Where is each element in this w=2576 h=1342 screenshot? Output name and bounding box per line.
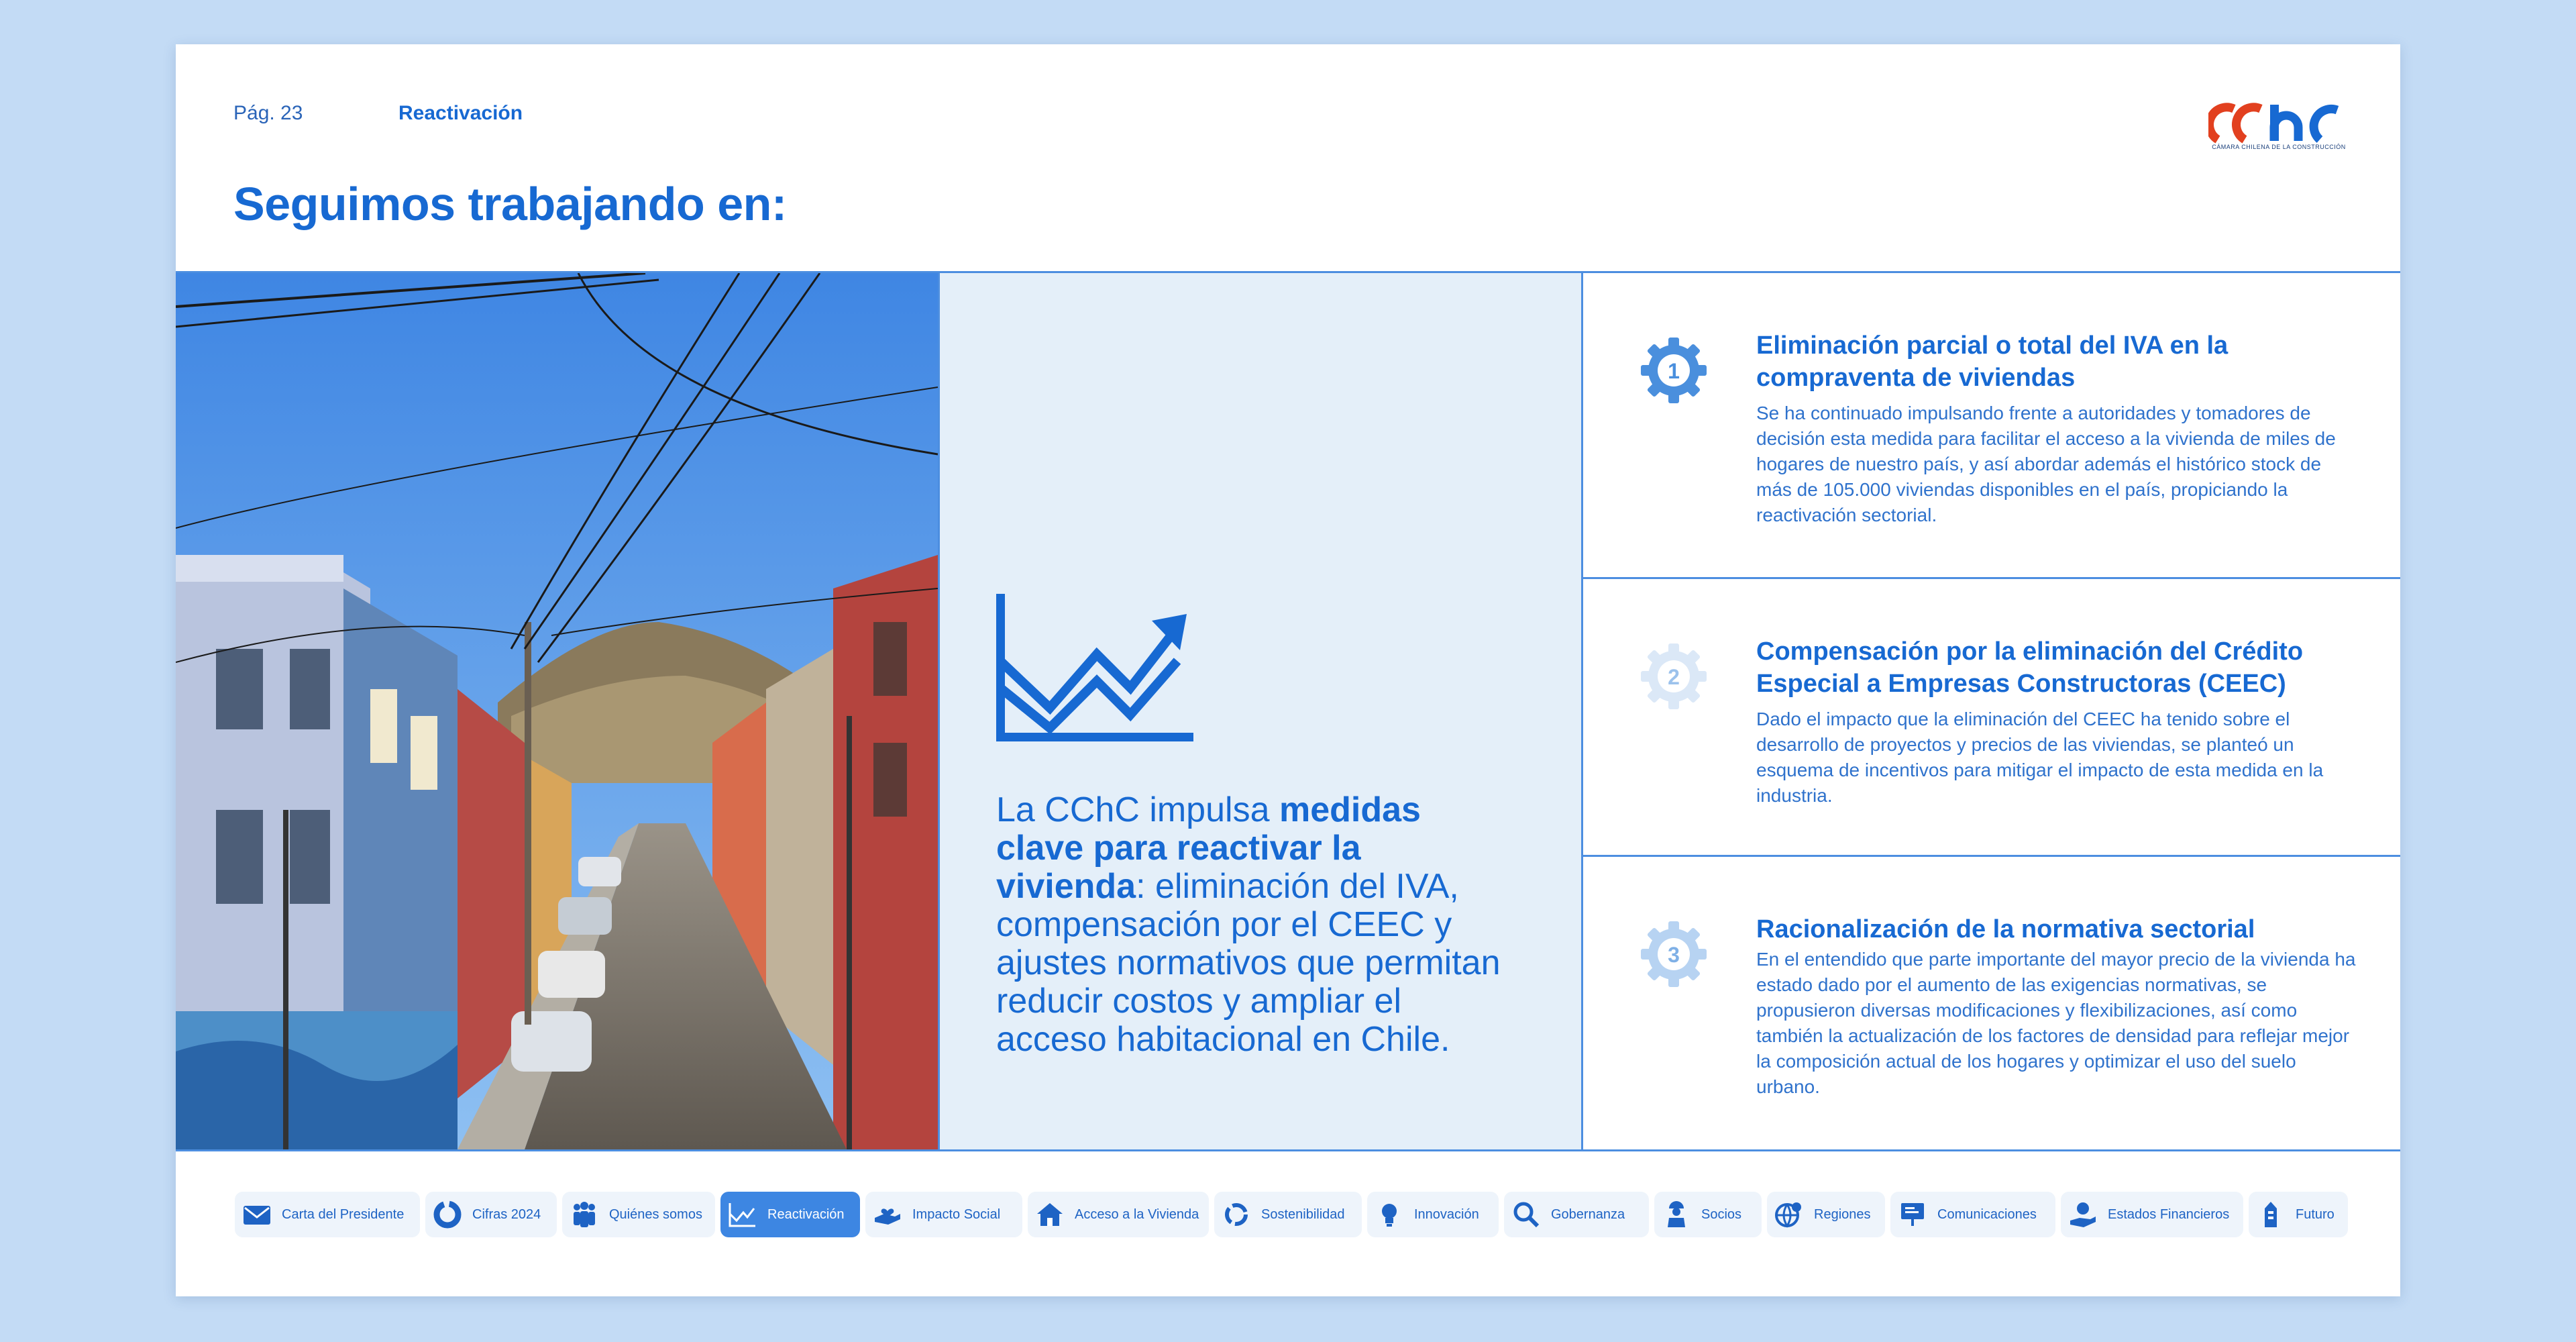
gear-icon: [1637, 917, 1711, 991]
item-body: Se ha continuado impulsando frente a autoridades y tomadores de decisión esta medida para facilitar el acceso a la vivienda de miles de hogares de nuestro país, y así abordar además el histórico stock de más de 105.000 viviendas disponibles en el país, propiciando la reactivación sectorial.: [1756, 403, 2336, 525]
item-title: Racionalización de la normativa sectorial: [1756, 915, 2255, 943]
highlight-text-1: La CChC impulsa: [996, 790, 1279, 829]
nav-label: Socios: [1701, 1206, 1742, 1222]
gear-icon: [1637, 639, 1711, 713]
nav-label: Gobernanza: [1551, 1206, 1625, 1222]
section-label[interactable]: Reactivación: [398, 102, 523, 124]
nav-sostenibilidad[interactable]: [1214, 1192, 1362, 1237]
recycle-icon: [1221, 1199, 1252, 1230]
nav-carta-del-presidente[interactable]: [235, 1192, 420, 1237]
item-body: En el entendido que parte importante del mayor precio de la vivienda ha estado dado por el aumento de las exigencias normativas, se propusieron diversas modificaciones y flexibilizaciones, así como también la actualización de los factores de densidad para reflejar mejor la composición actual de los hogares y optimizar el uso del suelo urbano.: [1756, 949, 2356, 1097]
nav-regiones[interactable]: [1767, 1192, 1885, 1237]
nav-impacto-social[interactable]: [865, 1192, 1022, 1237]
highlight-panel: [940, 273, 1583, 1149]
nav-cifras-2024[interactable]: [425, 1192, 557, 1237]
logo-caption: CÁMARA CHILENA DE LA CONSTRUCCIÓN: [2212, 144, 2346, 150]
item-body: Dado el impacto que la eliminación del CEEC ha tenido sobre el desarrollo de proyectos y precios de las viviendas, se planteó un esquema de incentivos para mitigar el impacto de esta medida en la industria.: [1756, 709, 2324, 806]
measure-item: [1583, 857, 2400, 1149]
people-icon: [569, 1199, 600, 1230]
nav-label: Sostenibilidad: [1261, 1206, 1345, 1222]
growth-chart-icon: [727, 1199, 758, 1230]
nav-label: Impacto Social: [912, 1206, 1001, 1222]
nav-gobernanza[interactable]: [1504, 1192, 1649, 1237]
measure-item: [1583, 579, 2400, 857]
nav-label: Quiénes somos: [609, 1206, 702, 1222]
nav-estados-financieros[interactable]: [2061, 1192, 2243, 1237]
gear-icon: [1637, 333, 1711, 407]
page-title: Seguimos trabajando en:: [233, 178, 787, 230]
lightbulb-icon: [1374, 1199, 1405, 1230]
item-number: 1: [1668, 359, 1680, 383]
item-title: Compensación por la eliminación del Crédito Especial a Empresas Constructoras (CEEC): [1756, 637, 2304, 698]
measure-item: [1583, 273, 2400, 579]
worker-icon: [1661, 1199, 1692, 1230]
money-hand-icon: [2068, 1199, 2098, 1230]
search-gear-icon: [1511, 1199, 1542, 1230]
nav-label: Cifras 2024: [472, 1206, 541, 1222]
growth-chart-icon: [996, 594, 1197, 741]
item-number: 2: [1668, 665, 1680, 689]
highlight-text-2: : eliminación del IVA, compensación por el CEEC y ajustes normativos que permitan reducir costos y ampliar el acceso habitacional en Chile.: [996, 867, 1501, 1059]
building-icon: [2255, 1199, 2286, 1230]
nav-reactivacion[interactable]: [720, 1192, 860, 1237]
item-title: Eliminación parcial o total del IVA en la compraventa de viviendas: [1756, 331, 2229, 392]
cchc-logo-icon: [2208, 101, 2349, 145]
item-number: 3: [1668, 943, 1680, 967]
nav-socios[interactable]: [1654, 1192, 1762, 1237]
nav-label: Reactivación: [767, 1206, 845, 1222]
presentation-icon: [1897, 1199, 1928, 1230]
nav-label: Futuro: [2296, 1206, 2334, 1222]
nav-label: Regiones: [1814, 1206, 1871, 1222]
nav-label: Innovación: [1414, 1206, 1479, 1222]
nav-label: Carta del Presidente: [282, 1206, 405, 1222]
envelope-icon: [241, 1199, 272, 1230]
street-photo-illustration: [176, 273, 938, 1149]
page-number: Pág. 23: [233, 102, 303, 124]
nav-label: Estados Financieros: [2108, 1206, 2230, 1222]
nav-label: Comunicaciones: [1937, 1206, 2037, 1222]
cchc-logo[interactable]: [2208, 101, 2349, 158]
hand-heart-icon: [872, 1199, 903, 1230]
street-photo: [176, 273, 940, 1149]
nav-futuro[interactable]: [2249, 1192, 2348, 1237]
nav-innovacion[interactable]: [1367, 1192, 1499, 1237]
highlight-text: [996, 791, 1506, 1059]
nav-acceso-a-la-vivienda[interactable]: [1028, 1192, 1209, 1237]
nav-comunicaciones[interactable]: [1890, 1192, 2055, 1237]
nav-label: Acceso a la Vivienda: [1075, 1206, 1199, 1222]
globe-pin-icon: [1774, 1199, 1805, 1230]
highlight-text-bold: medidas clave para reactivar la vivienda: [996, 790, 1421, 906]
report-page: [176, 44, 2400, 1296]
measures-list: [1583, 273, 2400, 1149]
section-nav: [235, 1192, 2348, 1239]
donut-chart-icon: [432, 1199, 463, 1230]
content-area: [176, 271, 2400, 1151]
nav-quienes-somos[interactable]: [562, 1192, 715, 1237]
house-icon: [1034, 1199, 1065, 1230]
